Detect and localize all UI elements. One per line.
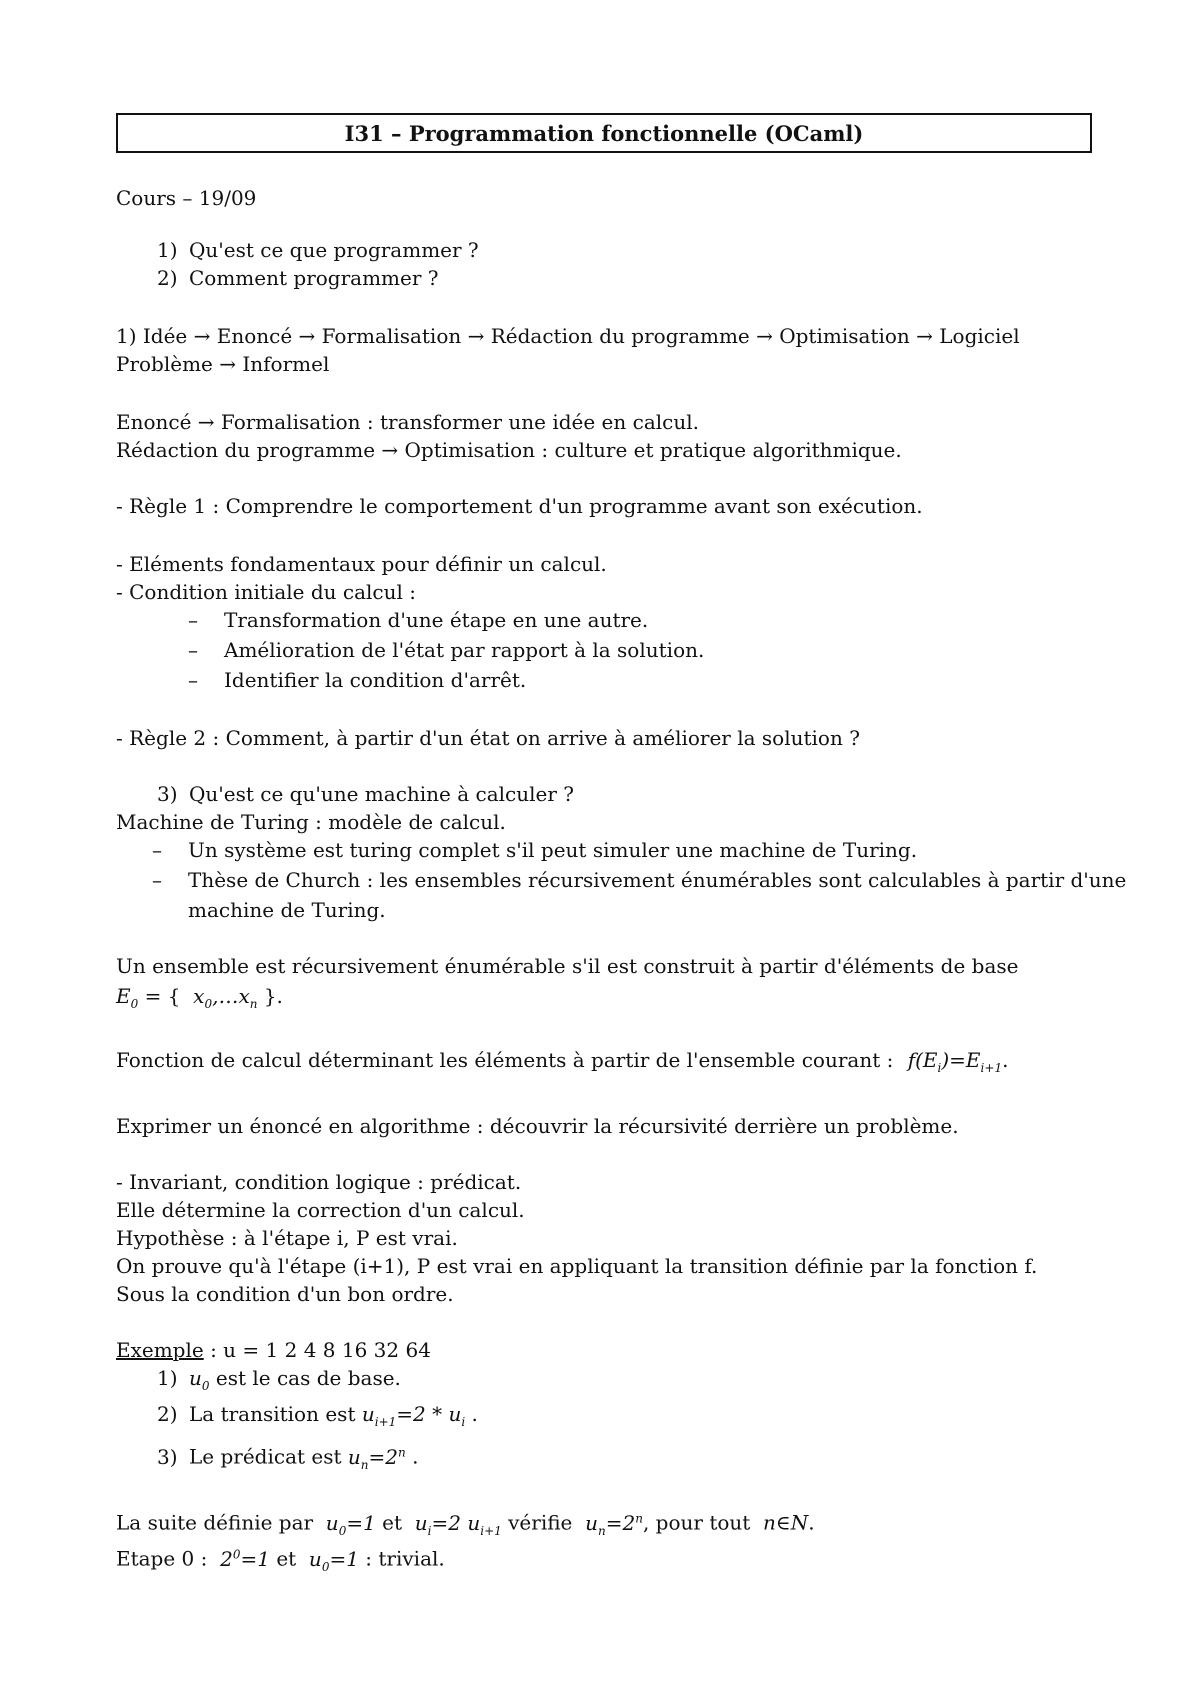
formula-line — [116, 1504, 815, 1545]
paragraph: Un ensemble est récursivement énumérable s'il est construit à partir d'éléments de base — [116, 954, 1019, 978]
paragraph: Problème → Informel — [116, 352, 330, 376]
paragraph: - Invariant, condition logique : prédicat. — [116, 1170, 522, 1194]
paragraph: Fonction de calcul déterminant les éléments à partir de l'ensemble courant : — [116, 1048, 894, 1072]
rule-1: - Règle 1 : Comprendre le comportement d'un programme avant son exécution. — [116, 494, 923, 518]
math-predicate: $u_n=2^n$ — [347, 1444, 406, 1472]
dash-item — [188, 636, 704, 664]
dash-mark: – — [188, 608, 198, 632]
paragraph: - Eléments fondamentaux pour définir un calcul. — [116, 552, 607, 576]
dash-mark: – — [152, 838, 162, 862]
list-text: La transition est — [189, 1402, 356, 1426]
paragraph: Sous la condition d'un bon ordre. — [116, 1282, 454, 1306]
dash-mark: – — [188, 668, 198, 692]
text: , pour tout — [642, 1510, 751, 1535]
dash-text: Transformation d'une étape en une autre. — [224, 608, 649, 632]
dash-text: Un système est turing complet s'il peut simuler une machine de Turing. — [188, 838, 918, 862]
text: et — [276, 1546, 297, 1571]
dash-text-continued: machine de Turing. — [188, 898, 386, 922]
paragraph: On prouve qu'à l'étape (i+1), P est vrai en appliquant la transition définie par la fonction f. — [116, 1254, 1038, 1278]
list-number: 2) — [157, 266, 178, 290]
paragraph: Rédaction du programme → Optimisation : culture et pratique algorithmique. — [116, 438, 902, 462]
dash-item — [188, 666, 526, 694]
dash-item — [152, 836, 917, 864]
list-text: Le prédicat est — [189, 1444, 342, 1469]
paragraph: Hypothèse : à l'étape i, P est vrai. — [116, 1226, 458, 1250]
dash-text: Amélioration de l'état par rapport à la solution. — [224, 638, 705, 662]
text: Etape 0 : — [116, 1546, 208, 1571]
math-text: . — [1002, 1048, 1009, 1072]
formula-line — [116, 1046, 1008, 1082]
dash-item — [188, 606, 648, 634]
formula-line — [116, 1540, 445, 1581]
list-number: 3) — [157, 1444, 178, 1469]
list-item — [157, 1364, 401, 1400]
list-number: 1) — [157, 1366, 178, 1390]
text: . — [808, 1510, 815, 1535]
paragraph: Machine de Turing : modèle de calcul. — [116, 810, 506, 834]
dash-mark: – — [152, 868, 162, 892]
formula-line — [116, 982, 283, 1018]
list-text: Qu'est ce que programmer ? — [189, 238, 479, 262]
text: et — [382, 1510, 403, 1535]
page-title: I31 – Programmation fonctionnelle (OCaml) — [116, 113, 1092, 153]
math-u0-eq: $u_0=1$ — [302, 1546, 359, 1574]
math-u0: $u_0$ — [189, 1366, 210, 1393]
list-item — [157, 780, 574, 808]
example-label: Exemple — [116, 1338, 204, 1362]
list-number: 2) — [157, 1402, 178, 1426]
paragraph: - Condition initiale du calcul : — [116, 580, 417, 604]
math-u0-eq: $u_0=1$ — [319, 1510, 376, 1538]
text: : trivial. — [365, 1546, 445, 1571]
list-item — [157, 264, 438, 292]
math-text: = { — [144, 984, 181, 1008]
list-text: Comment programmer ? — [189, 266, 439, 290]
paragraph: Exprimer un énoncé en algorithme : découvrir la récursivité derrière un problème. — [116, 1114, 959, 1138]
math-2-pow-0: $2^0=1$ — [213, 1546, 270, 1571]
math-text: }. — [263, 984, 283, 1008]
list-number: 1) — [157, 238, 178, 262]
list-item — [157, 236, 479, 264]
dash-item — [152, 866, 1126, 894]
math-n-in-N: n∈N — [756, 1510, 809, 1535]
math-ui-eq: $u_i=2$ $u_{i+1}$ — [408, 1510, 502, 1538]
paragraph: Enoncé → Formalisation : transformer une idée en calcul. — [116, 410, 699, 434]
paragraph: Elle détermine la correction d'un calcul. — [116, 1198, 525, 1222]
list-text: . — [471, 1402, 478, 1426]
math-transition: $u_{i+1}=2 * u_i$ — [361, 1402, 466, 1429]
math-fn: $f(E_i)=E_{i+1}$ — [907, 1048, 1003, 1075]
course-date: Cours – 19/09 — [116, 186, 257, 210]
list-number: 3) — [157, 782, 178, 806]
list-text: est le cas de base. — [215, 1366, 401, 1390]
list-item — [157, 1400, 478, 1436]
list-text: Qu'est ce qu'une machine à calculer ? — [189, 782, 574, 806]
list-item — [157, 1438, 418, 1479]
math-e0: $E_0$ — [116, 984, 139, 1011]
dash-text: Thèse de Church : les ensembles récursivement énumérables sont calculables à partir d'une — [188, 868, 1127, 892]
text: vérifie — [508, 1510, 573, 1535]
text: La suite définie par — [116, 1510, 314, 1535]
paragraph: 1) Idée → Enoncé → Formalisation → Rédaction du programme → Optimisation → Logiciel — [116, 324, 1020, 348]
math-un-eq: $u_n=2^n$ — [578, 1510, 643, 1538]
dash-mark: – — [188, 638, 198, 662]
example-sequence: : u = 1 2 4 8 16 32 64 — [203, 1338, 431, 1362]
rule-2: - Règle 2 : Comment, à partir d'un état on arrive à améliorer la solution ? — [116, 726, 860, 750]
dash-text: Identifier la condition d'arrêt. — [224, 668, 527, 692]
example-header — [116, 1336, 431, 1364]
list-text: . — [412, 1444, 419, 1469]
math-set: $x_0,\dots x_n$ — [186, 984, 258, 1011]
